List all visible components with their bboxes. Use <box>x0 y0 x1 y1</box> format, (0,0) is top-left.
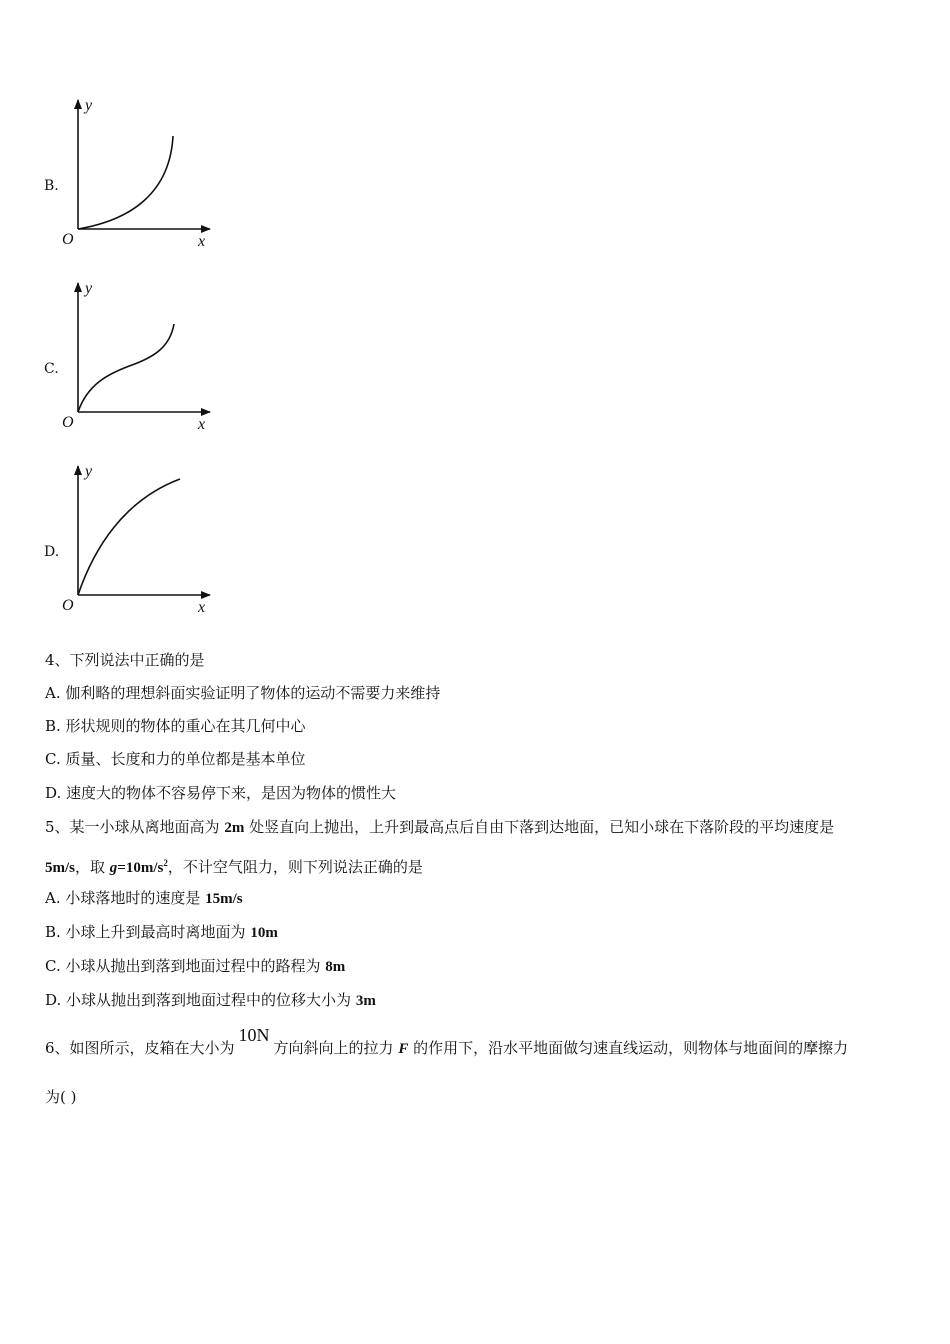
option-text: B. 小球上升到最高时离地面为 <box>45 923 251 941</box>
force-value: 10N <box>238 1025 270 1045</box>
y-axis-label: y <box>85 280 93 297</box>
q5-stem-text: 处竖直向上抛出，上升到最高点后自由下落到达地面，已知小球在下落阶段的平均速度是 <box>244 818 835 836</box>
option-value: 10m <box>250 925 278 941</box>
option-text: A. 小球落地时的速度是 <box>45 889 206 907</box>
q4-option-d: D. 速度大的物体不容易停下来，是因为物体的惯性大 <box>45 784 397 802</box>
force-symbol: F <box>398 1041 409 1057</box>
q5-stem-line2 <box>45 853 910 878</box>
q5-stem-line1 <box>45 817 910 838</box>
graph-option-c <box>44 275 244 435</box>
origin-label: O <box>62 231 74 248</box>
q5-stem-text: ，不计空气阻力，则下列说法正确的是 <box>167 858 423 876</box>
q4-stem: 4、下列说法中正确的是 <box>45 651 205 669</box>
option-text: C. 小球从抛出到落到地面过程中的路程为 <box>45 957 326 975</box>
q6-stem-line2: 为( ) <box>45 1088 77 1106</box>
x-axis-label: x <box>198 233 206 250</box>
option-value: 3m <box>355 993 376 1009</box>
graph-b-svg <box>62 92 242 252</box>
q6-stem-text: 6、如图所示，皮箱在大小为 <box>45 1039 235 1057</box>
option-text: D. 小球从抛出到落到地面过程中的位移大小为 <box>45 991 356 1009</box>
q6-stem-text: 方向斜向上的拉力 <box>273 1039 399 1057</box>
x-axis-label: x <box>198 599 206 616</box>
q5-option-c <box>45 956 910 977</box>
origin-label: O <box>62 414 74 431</box>
q6-stem-text: 的作用下，沿水平地面做匀速直线运动，则物体与地面间的摩擦力 <box>408 1039 849 1057</box>
curve <box>78 324 174 412</box>
gravity-value: =10m/s <box>117 860 164 876</box>
q4-option-c: C. 质量、长度和力的单位都是基本单位 <box>45 750 306 768</box>
q4-option-b: B. 形状规则的物体的重心在其几何中心 <box>45 717 306 735</box>
q5-stem-text: ，取 <box>75 858 110 876</box>
x-axis-label: x <box>198 416 206 433</box>
speed-value: 5m/s <box>45 860 75 876</box>
option-value: 8m <box>325 959 346 975</box>
q5-option-d <box>45 990 910 1011</box>
graph-option-d <box>44 458 244 618</box>
q4-option-a: A. 伽利略的理想斜面实验证明了物体的运动不需要力来维持 <box>45 684 441 702</box>
graph-c-svg <box>62 275 242 435</box>
q6-stem-line1 <box>45 1025 910 1059</box>
y-axis-label: y <box>85 97 93 114</box>
option-label: C. <box>44 361 59 377</box>
option-label: D. <box>44 544 60 560</box>
graph-d-svg <box>62 458 242 618</box>
exponent: 2 <box>163 858 168 868</box>
q5-option-b <box>45 922 910 943</box>
option-label: B. <box>44 178 59 194</box>
graph-option-b <box>44 92 244 252</box>
option-value: 15m/s <box>205 891 243 907</box>
origin-label: O <box>62 597 74 614</box>
curve <box>78 479 180 595</box>
q5-stem-text: 5、某一小球从离地面高为 <box>45 818 225 836</box>
y-axis-label: y <box>85 463 93 480</box>
height-value: 2m <box>224 820 245 836</box>
curve <box>78 136 173 229</box>
q5-option-a <box>45 888 910 909</box>
gravity-symbol: g <box>109 860 118 876</box>
